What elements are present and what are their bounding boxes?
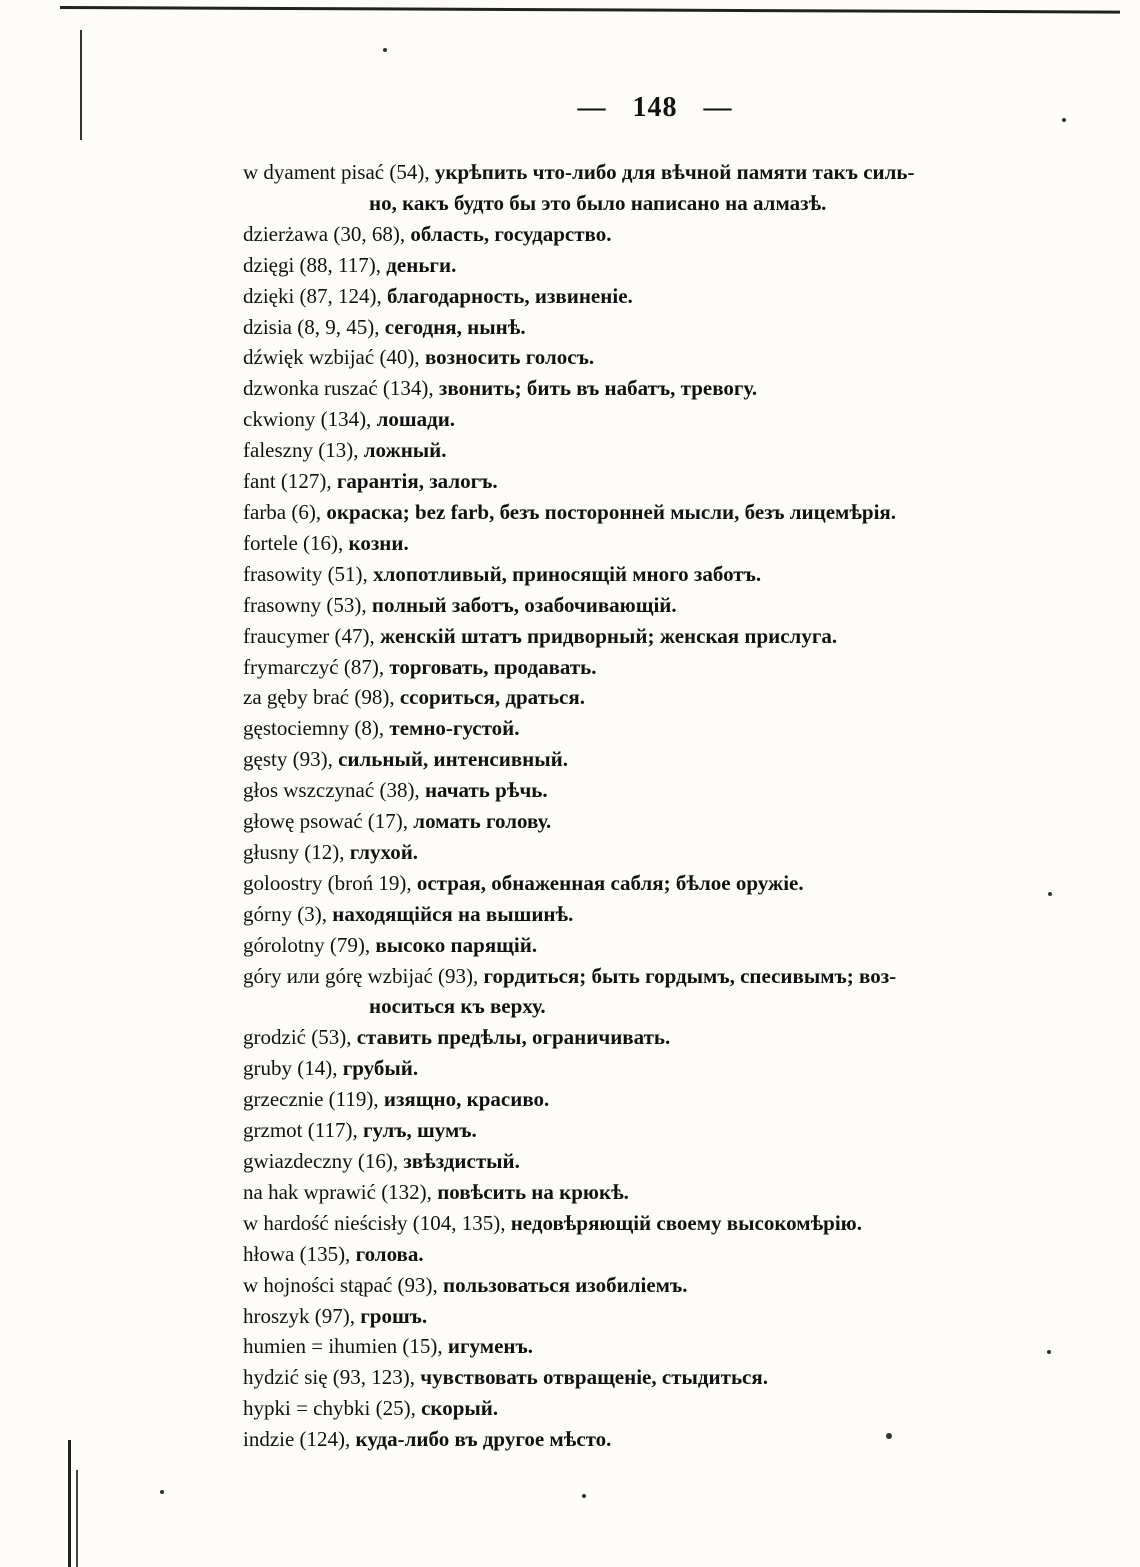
entry-gloss: укрѣпить что-либо для вѣчной памяти такъ силь- bbox=[434, 160, 915, 184]
entry-term: hydzić się (93, 123), bbox=[243, 1365, 416, 1390]
entry-gloss: гарантія, залогъ. bbox=[336, 469, 498, 494]
glossary-entry bbox=[243, 281, 1093, 312]
entry-continuation bbox=[243, 991, 1093, 1022]
entry-term: w hardość nieścisły (104, 135), bbox=[243, 1210, 506, 1235]
entry-gloss: лошади. bbox=[376, 407, 456, 432]
entry-gloss: деньги. bbox=[386, 252, 457, 277]
entry-gloss: чувствовать отвращеніе, стыдиться. bbox=[420, 1365, 768, 1390]
print-speck bbox=[1048, 892, 1052, 896]
page-header bbox=[0, 92, 1140, 124]
entry-term: frasowny (53), bbox=[243, 592, 367, 617]
glossary-entry bbox=[243, 1270, 1093, 1301]
entry-gloss: область, государство. bbox=[410, 221, 612, 246]
entry-term: dzięki (87, 124), bbox=[243, 283, 382, 308]
header-dash-right: — bbox=[703, 92, 733, 123]
entry-gloss: игуменъ. bbox=[447, 1334, 533, 1359]
entry-gloss: скорый. bbox=[421, 1396, 499, 1421]
entry-term: fraucymer (47), bbox=[243, 623, 375, 648]
entry-gloss: ссориться, драться. bbox=[399, 685, 585, 710]
glossary-entry bbox=[243, 528, 1093, 559]
entry-term: ckwiony (134), bbox=[243, 407, 372, 432]
entry-term: gruby (14), bbox=[243, 1056, 338, 1081]
glossary-entry bbox=[243, 806, 1093, 837]
entry-gloss: ломать голову. bbox=[413, 809, 552, 834]
glossary-entry bbox=[243, 312, 1093, 343]
entry-gloss: голова. bbox=[355, 1241, 424, 1266]
glossary-entry bbox=[243, 1301, 1093, 1332]
entry-term: dzięgi (88, 117), bbox=[243, 252, 382, 277]
entry-term: hroszyk (97), bbox=[243, 1303, 355, 1328]
entry-gloss: ставить предѣлы, ограничивать. bbox=[356, 1025, 671, 1050]
glossary-entry bbox=[243, 1115, 1093, 1146]
print-speck bbox=[886, 1433, 892, 1439]
entry-term: indzie (124), bbox=[243, 1427, 351, 1452]
entry-gloss: женскій штатъ придворный; женская прислуга. bbox=[380, 623, 838, 648]
entry-gloss: гордиться; быть гордымъ, спесивымъ; воз- bbox=[483, 963, 897, 988]
entry-gloss: звонить; бить въ набатъ, тревогу. bbox=[438, 376, 758, 401]
glossary-entry bbox=[243, 837, 1093, 868]
glossary-entry bbox=[243, 1022, 1093, 1053]
glossary-entry bbox=[243, 1208, 1093, 1239]
entry-term: na hak wprawić (132), bbox=[243, 1179, 432, 1204]
entry-gloss: грошъ. bbox=[360, 1303, 428, 1328]
glossary-entry bbox=[243, 930, 1093, 961]
entry-gloss: торговать, продавать. bbox=[389, 654, 597, 679]
glossary-entry bbox=[243, 373, 1093, 404]
entry-term: fortele (16), bbox=[243, 530, 344, 555]
entry-gloss: звѣздистый. bbox=[403, 1149, 520, 1173]
entry-gloss: полный заботъ, озабочивающій. bbox=[371, 592, 677, 617]
glossary-entry bbox=[243, 1146, 1093, 1177]
glossary-entry bbox=[243, 219, 1093, 250]
glossary-entry bbox=[243, 775, 1093, 806]
entry-term: hłowa (135), bbox=[243, 1241, 351, 1266]
glossary-entry bbox=[243, 1393, 1093, 1424]
entry-term: dzwonka ruszać (134), bbox=[243, 376, 434, 401]
entry-gloss: глухой. bbox=[349, 839, 419, 864]
glossary-entry bbox=[243, 590, 1093, 621]
entry-gloss: сильный, интенсивный. bbox=[338, 747, 569, 772]
entry-term: frymarczyć (87), bbox=[243, 654, 385, 679]
entry-term: dzierżawa (30, 68), bbox=[243, 221, 406, 246]
print-speck bbox=[1062, 118, 1066, 122]
glossary-entry bbox=[243, 497, 1093, 528]
entry-gloss: темно-густой. bbox=[389, 716, 520, 741]
glossary-entry bbox=[243, 652, 1093, 683]
entry-gloss: благодарность, извиненіе. bbox=[387, 283, 633, 308]
page-number: 148 bbox=[632, 92, 678, 123]
entry-term: głusny (12), bbox=[243, 839, 345, 864]
glossary-entry bbox=[243, 1053, 1093, 1084]
top-border-rule bbox=[60, 6, 1120, 14]
glossary-entry bbox=[243, 250, 1093, 281]
glossary-entry bbox=[243, 713, 1093, 744]
glossary-entry bbox=[243, 868, 1093, 899]
entry-gloss: высоко парящій. bbox=[375, 932, 538, 957]
print-speck bbox=[160, 1490, 164, 1494]
entry-term: górolotny (79), bbox=[243, 932, 371, 957]
entry-term: hypki = chybki (25), bbox=[243, 1396, 416, 1421]
entry-term: grzmot (117), bbox=[243, 1118, 358, 1143]
entry-term: w dyament pisać (54), bbox=[243, 160, 430, 184]
glossary-entry bbox=[243, 404, 1093, 435]
glossary-entry bbox=[243, 1177, 1093, 1208]
entry-gloss: острая, обнаженная сабля; бѣлое оружіе. bbox=[416, 870, 804, 895]
entry-term: górny (3), bbox=[243, 901, 327, 926]
entry-gloss: сегодня, нынѣ. bbox=[384, 314, 526, 339]
entry-gloss: начать рѣчь. bbox=[424, 778, 548, 803]
glossary-entry bbox=[243, 466, 1093, 497]
glossary-entry bbox=[243, 1239, 1093, 1270]
glossary-entries bbox=[243, 157, 1093, 1455]
entry-gloss: находящійся на вышинѣ. bbox=[332, 901, 574, 926]
entry-term: gęstociemny (8), bbox=[243, 716, 385, 741]
print-speck bbox=[383, 48, 387, 52]
binding-edge-bottom-inner bbox=[76, 1470, 78, 1567]
entry-term: grodzić (53), bbox=[243, 1025, 352, 1050]
glossary-entry bbox=[243, 342, 1093, 373]
entry-term: goloostry (broń 19), bbox=[243, 870, 412, 895]
entry-term: dzisia (8, 9, 45), bbox=[243, 314, 380, 339]
entry-gloss: хлопотливый, приносящій много заботъ. bbox=[373, 561, 762, 586]
entry-term: frasowity (51), bbox=[243, 561, 368, 586]
header-dash-left: — bbox=[577, 92, 607, 123]
glossary-entry bbox=[243, 1362, 1093, 1393]
print-speck bbox=[582, 1494, 586, 1498]
glossary-entry bbox=[243, 435, 1093, 466]
entry-gloss: козни. bbox=[348, 530, 409, 555]
entry-gloss: но, какъ будто бы это было написано на алмазѣ. bbox=[369, 190, 827, 215]
entry-term: grzecznie (119), bbox=[243, 1087, 379, 1112]
entry-term: głos wszczynać (38), bbox=[243, 778, 420, 803]
entry-gloss: недовѣряющій своему высокомѣрію. bbox=[510, 1210, 862, 1235]
entry-term: farba (6), bbox=[243, 499, 322, 524]
glossary-entry bbox=[243, 961, 1093, 992]
binding-edge-bottom bbox=[68, 1440, 71, 1567]
entry-gloss: ложный. bbox=[363, 438, 447, 463]
glossary-entry bbox=[243, 1331, 1093, 1362]
print-speck bbox=[1047, 1350, 1051, 1354]
entry-gloss: возносить голосъ. bbox=[424, 345, 595, 370]
entry-term: dźwięk wzbijać (40), bbox=[243, 345, 420, 370]
glossary-entry bbox=[243, 682, 1093, 713]
glossary-entry bbox=[243, 559, 1093, 590]
entry-term: faleszny (13), bbox=[243, 438, 359, 463]
entry-term: w hojności stąpać (93), bbox=[243, 1272, 438, 1297]
entry-gloss: гулъ, шумъ. bbox=[362, 1118, 477, 1143]
entry-gloss: куда-либо въ другое мѣсто. bbox=[355, 1427, 612, 1452]
entry-gloss: грубый. bbox=[342, 1056, 419, 1081]
entry-gloss: носиться къ верху. bbox=[369, 994, 546, 1019]
entry-gloss: изящно, красиво. bbox=[383, 1087, 550, 1112]
entry-gloss: пользоваться изобиліемъ. bbox=[443, 1272, 688, 1297]
entry-term: za gęby brać (98), bbox=[243, 685, 395, 710]
entry-term: głowę psować (17), bbox=[243, 809, 409, 834]
glossary-entry bbox=[243, 621, 1093, 652]
entry-term: gwiazdeczny (16), bbox=[243, 1149, 399, 1173]
entry-term: fant (127), bbox=[243, 469, 332, 494]
glossary-entry bbox=[243, 1424, 1093, 1455]
entry-term: góry или górę wzbijać (93), bbox=[243, 963, 479, 988]
entry-term: gęsty (93), bbox=[243, 747, 333, 772]
glossary-entry bbox=[243, 744, 1093, 775]
entry-gloss: окраска; bez farb, безъ посторонней мысли, безъ лицемѣрія. bbox=[326, 499, 897, 524]
entry-gloss: повѣсить на крюкѣ. bbox=[437, 1179, 629, 1204]
glossary-entry bbox=[243, 899, 1093, 930]
entry-term: humien = ihumien (15), bbox=[243, 1334, 443, 1359]
entry-continuation bbox=[243, 188, 1093, 219]
glossary-entry bbox=[243, 1084, 1093, 1115]
glossary-entry bbox=[243, 157, 1093, 188]
